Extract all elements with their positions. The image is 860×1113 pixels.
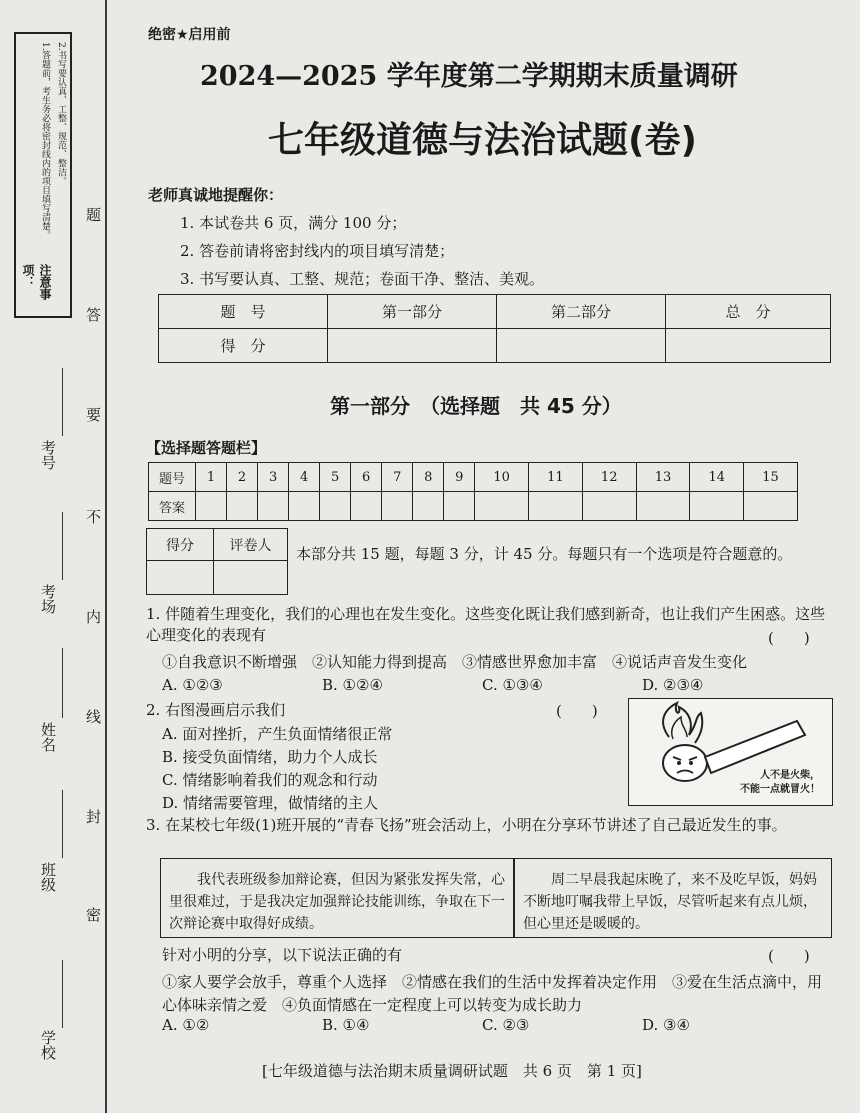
q3-answer-paren[interactable]: ( ) bbox=[768, 947, 810, 965]
seal-char: 线 bbox=[86, 708, 102, 726]
seal-char: 不 bbox=[86, 508, 102, 526]
score-header: 题 号 bbox=[159, 295, 328, 329]
reminder-item: 3. 书写要认真、工整、规范；卷面干净、整洁、美观。 bbox=[180, 270, 545, 288]
score-header: 第二部分 bbox=[497, 295, 666, 329]
q1-option-b[interactable]: B. ①②④ bbox=[322, 676, 383, 694]
seal-char: 题 bbox=[86, 206, 102, 224]
question-number: 14 bbox=[690, 463, 744, 492]
room-label: 考场 bbox=[39, 584, 57, 614]
answer-row-label: 答案 bbox=[149, 492, 196, 521]
seal-char: 内 bbox=[86, 608, 102, 626]
notice-line-2: 2.书写要认真、工整、规范、整洁。 bbox=[56, 42, 66, 186]
answer-table bbox=[148, 462, 798, 521]
reminder-item: 2. 答卷前请将密封线内的项目填写清楚； bbox=[180, 242, 455, 260]
answer-cell[interactable] bbox=[413, 492, 444, 521]
score-cell[interactable] bbox=[328, 329, 497, 363]
question-number: 10 bbox=[475, 463, 529, 492]
question-number: 1 bbox=[196, 463, 227, 492]
school-label: 学校 bbox=[39, 1030, 57, 1060]
seal-char: 答 bbox=[86, 306, 102, 324]
question-number: 8 bbox=[413, 463, 444, 492]
name-field[interactable] bbox=[62, 648, 63, 718]
grader-table bbox=[146, 528, 288, 595]
exam-main-title: 七年级道德与法治试题(卷) bbox=[268, 120, 697, 161]
question-number: 4 bbox=[289, 463, 320, 492]
q3-material-right: 周二早晨我起床晚了，来不及吃早饭，妈妈不断地叮嘱我带上早饭，尽管听起来有点儿烦，但心里还是暖暖的。 bbox=[523, 872, 817, 932]
question-number: 12 bbox=[582, 463, 636, 492]
score-cell[interactable] bbox=[497, 329, 666, 363]
answer-cell[interactable] bbox=[289, 492, 320, 521]
part1-instruction: 本部分共 15 题，每题 3 分，计 45 分。每题只有一个选项是符合题意的。 bbox=[296, 545, 793, 563]
room-field[interactable] bbox=[62, 512, 63, 580]
reminder-item: 1. 本试卷共 6 页，满分 100 分； bbox=[180, 214, 407, 232]
question-number: 6 bbox=[351, 463, 382, 492]
q3-material-left: 我代表班级参加辩论赛，但因为紧张发挥失常，心里很难过，于是我决定加强辩论技能训练，争取在下一次辩论赛中取得好成绩。 bbox=[169, 872, 505, 932]
q2-option-c[interactable]: C. 情绪影响着我们的观念和行动 bbox=[162, 771, 378, 789]
q2-option-b[interactable]: B. 接受负面情绪，助力个人成长 bbox=[162, 748, 378, 766]
exam-year-title: 2024—2025 学年度第二学期期末质量调研 bbox=[200, 61, 738, 92]
score-header: 第一部分 bbox=[328, 295, 497, 329]
secret-mark: 绝密★启用前 bbox=[148, 27, 231, 43]
q2-answer-paren[interactable]: ( ) bbox=[556, 702, 598, 720]
answer-bar-title: 【选择题答题栏】 bbox=[146, 439, 267, 457]
answer-cell[interactable] bbox=[258, 492, 289, 521]
answer-row-label: 题号 bbox=[149, 463, 196, 492]
answer-cell[interactable] bbox=[444, 492, 475, 521]
question-number: 11 bbox=[529, 463, 583, 492]
seal-char: 封 bbox=[86, 808, 102, 826]
answer-cell[interactable] bbox=[475, 492, 529, 521]
q3-option-b[interactable]: B. ①④ bbox=[322, 1016, 370, 1034]
answer-cell[interactable] bbox=[690, 492, 744, 521]
score-cell[interactable] bbox=[666, 329, 831, 363]
answer-cell[interactable] bbox=[196, 492, 227, 521]
q2-cartoon bbox=[628, 698, 833, 806]
answer-cell[interactable] bbox=[382, 492, 413, 521]
name-label: 姓名 bbox=[39, 722, 57, 752]
q1-statements: ①自我意识不断增强 ②认知能力得到提高 ③情感世界愈加丰富 ④说话声音发生变化 bbox=[162, 653, 748, 671]
class-field[interactable] bbox=[62, 790, 63, 858]
q3-statements: ①家人要学会放手，尊重个人选择 ②情感在我们的生活中发挥着决定作用 ③爱在生活点滴中，用心体味亲情之爱 ④负面情感在一定程度上可以转变为成长助力 bbox=[162, 973, 823, 1014]
cartoon-caption-line1: 人不是火柴， bbox=[760, 770, 820, 781]
q3-option-d[interactable]: D. ③④ bbox=[642, 1016, 690, 1034]
q3-material-box bbox=[160, 858, 832, 938]
number-label: 考号 bbox=[39, 440, 57, 470]
q2-stem: 2. 右图漫画启示我们 bbox=[146, 701, 286, 719]
q1-stem: 1. 伴随着生理变化，我们的心理也在发生变化。这些变化既让我们感到新奇，也让我们产生困惑。这些心理变化的表现有 bbox=[146, 605, 826, 644]
school-field[interactable] bbox=[62, 960, 63, 1028]
q3-stem: 3. 在某校七年级(1)班开展的“青春飞扬”班会活动上，小明在分享环节讲述了自己最近发生的事。 bbox=[146, 816, 787, 834]
binding-line bbox=[105, 0, 107, 1113]
seal-char: 密 bbox=[86, 906, 102, 924]
answer-cell[interactable] bbox=[351, 492, 382, 521]
q2-option-d[interactable]: D. 情绪需要管理，做情绪的主人 bbox=[162, 794, 379, 812]
answer-cell[interactable] bbox=[529, 492, 583, 521]
page-footer: [七年级道德与法治期末质量调研试题 共 6 页 第 1 页] bbox=[262, 1062, 642, 1080]
number-field[interactable] bbox=[62, 368, 63, 436]
q1-option-a[interactable]: A. ①②③ bbox=[162, 676, 223, 694]
grader-name-label: 评卷人 bbox=[214, 529, 288, 561]
q1-answer-paren[interactable]: ( ) bbox=[768, 629, 810, 647]
answer-cell[interactable] bbox=[320, 492, 351, 521]
question-number: 15 bbox=[744, 463, 798, 492]
grader-score-cell[interactable] bbox=[147, 561, 214, 595]
notice-line-1: 1.答题前，考生务必将密封线内的项目填写清楚。 bbox=[40, 42, 50, 240]
q1-option-c[interactable]: C. ①③④ bbox=[482, 676, 543, 694]
q3-option-a[interactable]: A. ①② bbox=[162, 1016, 210, 1034]
grader-score-label: 得分 bbox=[147, 529, 214, 561]
seal-char: 要 bbox=[86, 406, 102, 424]
score-table bbox=[158, 294, 831, 363]
question-number: 13 bbox=[636, 463, 690, 492]
q3-box-divider bbox=[513, 859, 515, 937]
answer-cell[interactable] bbox=[227, 492, 258, 521]
score-header: 总 分 bbox=[666, 295, 831, 329]
q1-option-d[interactable]: D. ②③④ bbox=[642, 676, 704, 694]
notice-box bbox=[14, 32, 72, 318]
q3-question: 针对小明的分享，以下说法正确的有 bbox=[162, 946, 403, 964]
question-number: 5 bbox=[320, 463, 351, 492]
notice-title: 注意事项： bbox=[21, 264, 52, 300]
q3-option-c[interactable]: C. ②③ bbox=[482, 1016, 530, 1034]
answer-cell[interactable] bbox=[744, 492, 798, 521]
score-row-label: 得 分 bbox=[159, 329, 328, 363]
cartoon-caption-line2: 不能一点就冒火！ bbox=[740, 784, 820, 795]
question-number: 2 bbox=[227, 463, 258, 492]
reminder-intro: 老师真诚地提醒你： bbox=[148, 186, 284, 204]
question-number: 7 bbox=[382, 463, 413, 492]
question-number: 9 bbox=[444, 463, 475, 492]
class-label: 班级 bbox=[39, 862, 57, 892]
answer-cell[interactable] bbox=[582, 492, 636, 521]
question-number: 3 bbox=[258, 463, 289, 492]
part1-title: 第一部分 （选择题 共 45 分） bbox=[330, 394, 622, 418]
answer-cell[interactable] bbox=[636, 492, 690, 521]
q2-option-a[interactable]: A. 面对挫折，产生负面情绪很正常 bbox=[162, 725, 393, 743]
grader-name-cell[interactable] bbox=[214, 561, 288, 595]
